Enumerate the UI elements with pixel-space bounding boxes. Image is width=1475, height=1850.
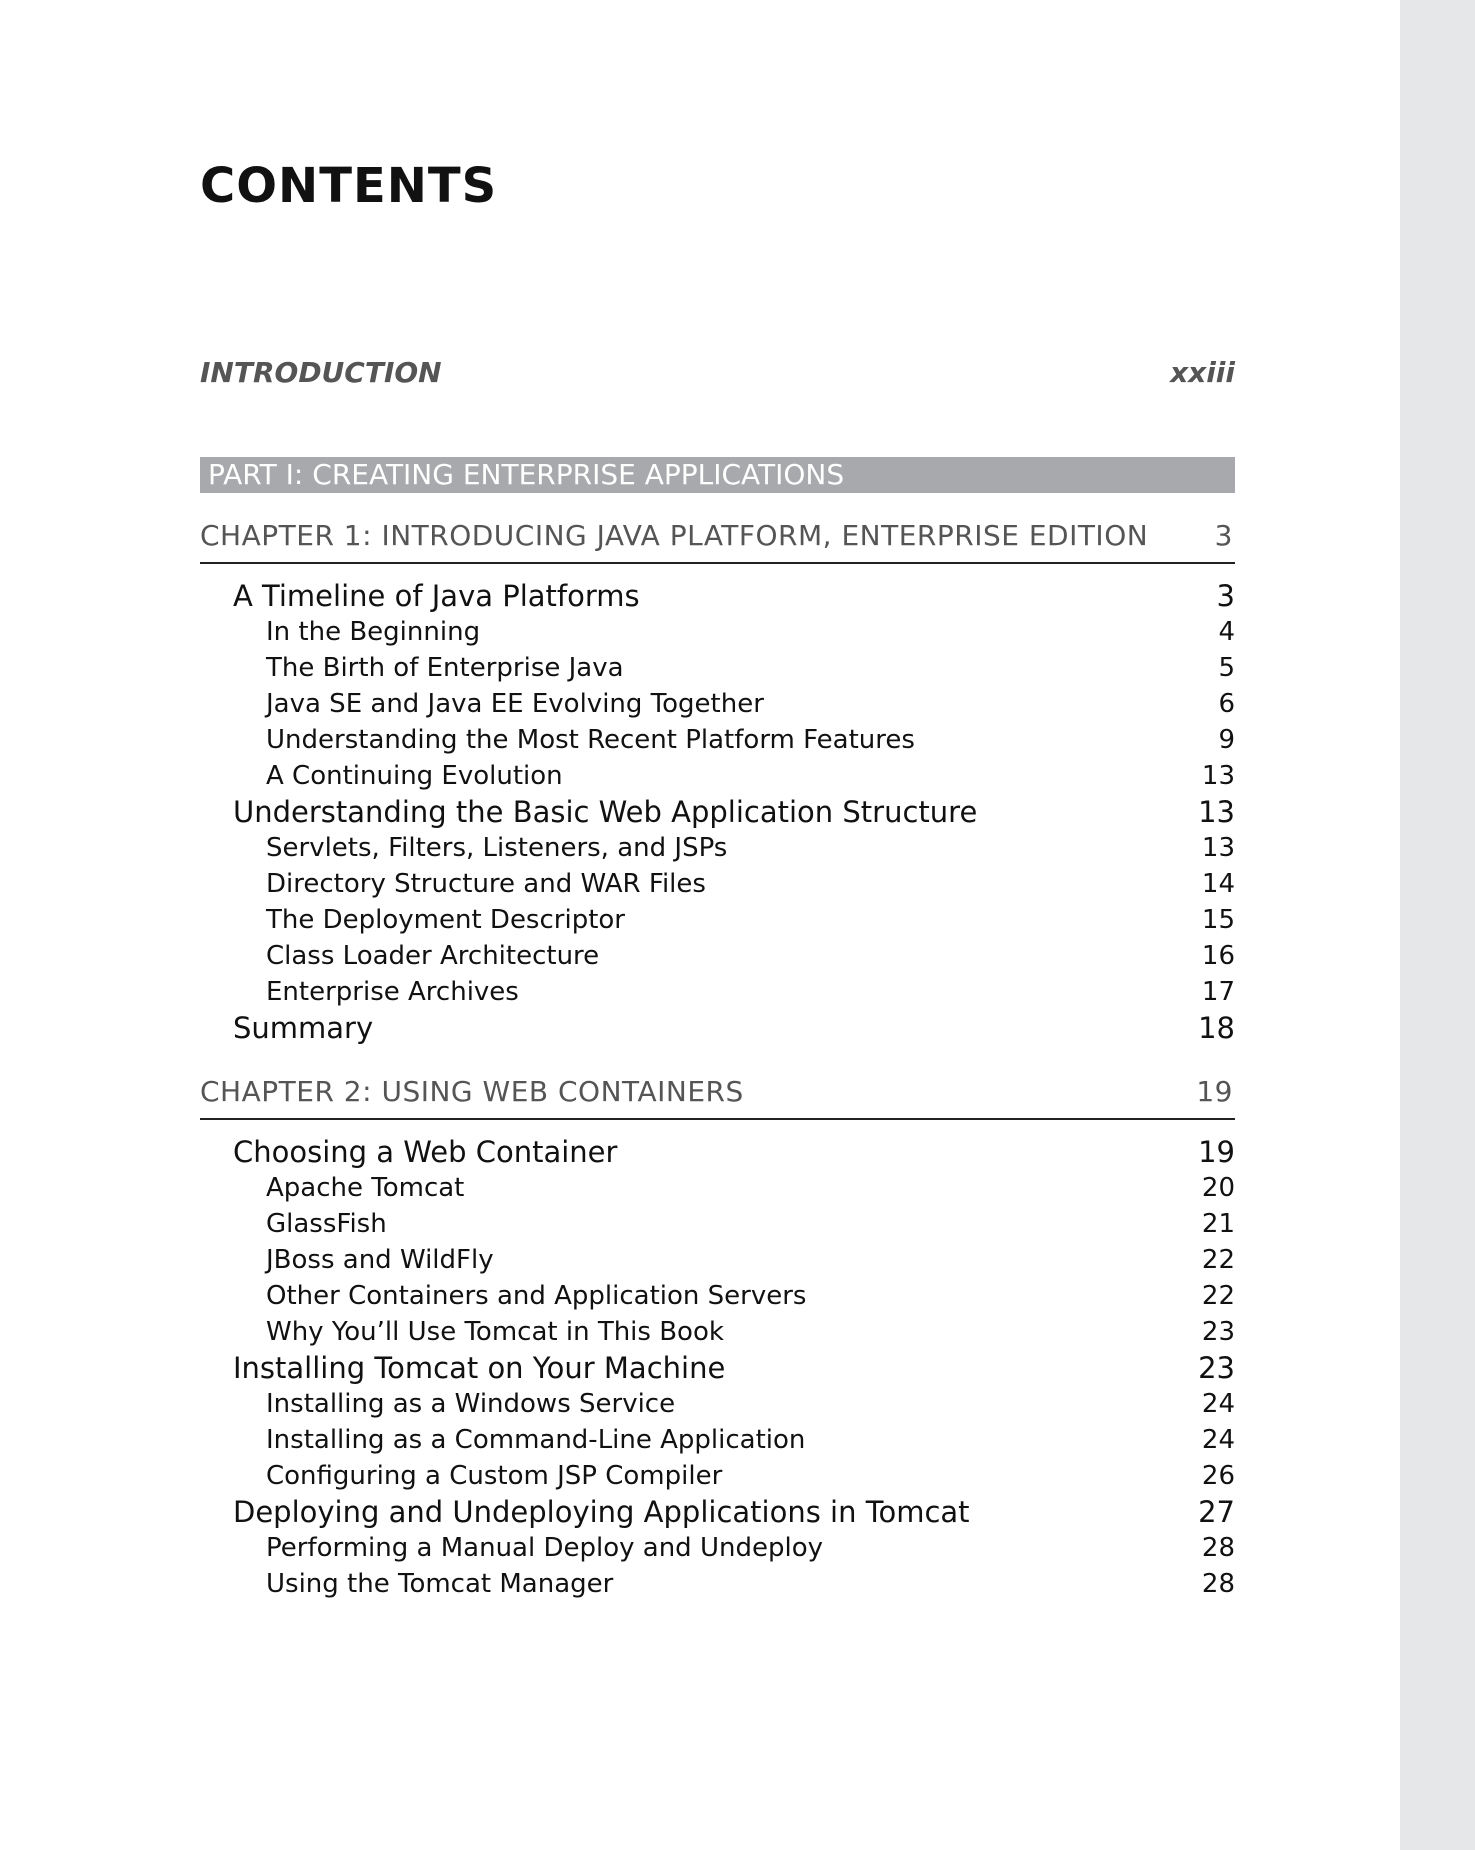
toc-subsection[interactable] [0,974,1235,1010]
entry-page: 3 [1216,579,1235,613]
entry-page: 17 [1201,977,1235,1007]
entry-label: JBoss and WildFly [266,1245,494,1275]
entry-page: 16 [1201,941,1235,971]
toc-subsection[interactable] [0,1206,1235,1242]
entry-label: Configuring a Custom JSP Compiler [266,1461,723,1491]
entry-label: Other Containers and Application Servers [266,1281,807,1311]
toc-subsection[interactable] [0,902,1235,938]
toc-list [0,578,1475,1046]
entry-page: 22 [1201,1281,1235,1311]
entry-label: A Continuing Evolution [266,761,563,791]
entry-page: 23 [1198,1351,1235,1385]
introduction-page: xxiii [1170,355,1235,389]
toc-subsection[interactable] [0,686,1235,722]
part-banner: PART I: CREATING ENTERPRISE APPLICATIONS [200,457,1235,493]
entry-page: 26 [1201,1461,1235,1491]
entry-label: The Birth of Enterprise Java [266,653,624,683]
toc-section[interactable] [0,1010,1235,1046]
entry-label: Installing as a Command-Line Application [266,1425,806,1455]
toc-subsection[interactable] [0,758,1235,794]
entry-label: A Timeline of Java Platforms [233,579,640,613]
chapter-heading[interactable] [200,1064,1235,1120]
entry-label: Class Loader Architecture [266,941,600,971]
entry-label: Directory Structure and WAR Files [266,869,706,899]
toc-subsection[interactable] [0,1458,1235,1494]
entry-page: 28 [1201,1569,1235,1599]
entry-page: 19 [1198,1135,1235,1169]
page-title: CONTENTS [200,158,498,214]
entry-page: 24 [1201,1425,1235,1455]
entry-label: Understanding the Basic Web Application Structure [233,795,978,829]
entry-label: GlassFish [266,1209,387,1239]
toc-subsection[interactable] [0,1314,1235,1350]
entry-page: 28 [1201,1533,1235,1563]
toc-list [0,1134,1475,1602]
entry-page: 24 [1201,1389,1235,1419]
entry-label: Using the Tomcat Manager [266,1569,614,1599]
entry-label: Servlets, Filters, Listeners, and JSPs [266,833,728,863]
entry-page: 4 [1218,617,1235,647]
toc-subsection[interactable] [0,1530,1235,1566]
entry-page: 13 [1201,761,1235,791]
entry-label: Enterprise Archives [266,977,519,1007]
toc-subsection[interactable] [0,1422,1235,1458]
entry-page: 27 [1198,1495,1235,1529]
chapter-label: CHAPTER 2: USING WEB CONTAINERS [200,1074,744,1108]
entry-page: 23 [1201,1317,1235,1347]
toc-section[interactable] [0,1350,1235,1386]
toc-subsection[interactable] [0,1278,1235,1314]
introduction-label: INTRODUCTION [200,355,442,389]
toc-section[interactable] [0,1134,1235,1170]
entry-page: 13 [1201,833,1235,863]
entry-label: The Deployment Descriptor [266,905,625,935]
toc-subsection[interactable] [0,614,1235,650]
chapter-heading[interactable] [200,508,1235,564]
entry-page: 20 [1201,1173,1235,1203]
toc-subsection[interactable] [0,650,1235,686]
toc-section[interactable] [0,578,1235,614]
entry-page: 14 [1201,869,1235,899]
toc-subsection[interactable] [0,1170,1235,1206]
entry-page: 15 [1201,905,1235,935]
entry-label: Choosing a Web Container [233,1135,618,1169]
entry-label: Summary [233,1011,374,1045]
entry-label: Understanding the Most Recent Platform Features [266,725,915,755]
chapter-page: 3 [1214,518,1233,552]
entry-page: 18 [1198,1011,1235,1045]
chapter-label: CHAPTER 1: INTRODUCING JAVA PLATFORM, ENTERPRISE EDITION [200,518,1149,552]
entry-page: 9 [1218,725,1235,755]
entry-label: Deploying and Undeploying Applications in Tomcat [233,1495,970,1529]
entry-page: 22 [1201,1245,1235,1275]
entry-page: 5 [1218,653,1235,683]
entry-page: 21 [1201,1209,1235,1239]
toc-subsection[interactable] [0,1242,1235,1278]
toc-subsection[interactable] [0,830,1235,866]
toc-subsection[interactable] [0,938,1235,974]
entry-label: Apache Tomcat [266,1173,465,1203]
entry-page: 6 [1218,689,1235,719]
chapter-page: 19 [1196,1074,1233,1108]
entry-label: Performing a Manual Deploy and Undeploy [266,1533,823,1563]
toc-subsection[interactable] [0,1386,1235,1422]
entry-label: Why You’ll Use Tomcat in This Book [266,1317,724,1347]
toc-subsection[interactable] [0,722,1235,758]
toc-subsection[interactable] [0,1566,1235,1602]
toc-section[interactable] [0,1494,1235,1530]
entry-page: 13 [1198,795,1235,829]
toc-subsection[interactable] [0,866,1235,902]
entry-label: Installing Tomcat on Your Machine [233,1351,726,1385]
entry-label: Java SE and Java EE Evolving Together [266,689,764,719]
entry-label: In the Beginning [266,617,481,647]
toc-introduction[interactable] [200,350,1235,394]
toc-section[interactable] [0,794,1235,830]
entry-label: Installing as a Windows Service [266,1389,676,1419]
